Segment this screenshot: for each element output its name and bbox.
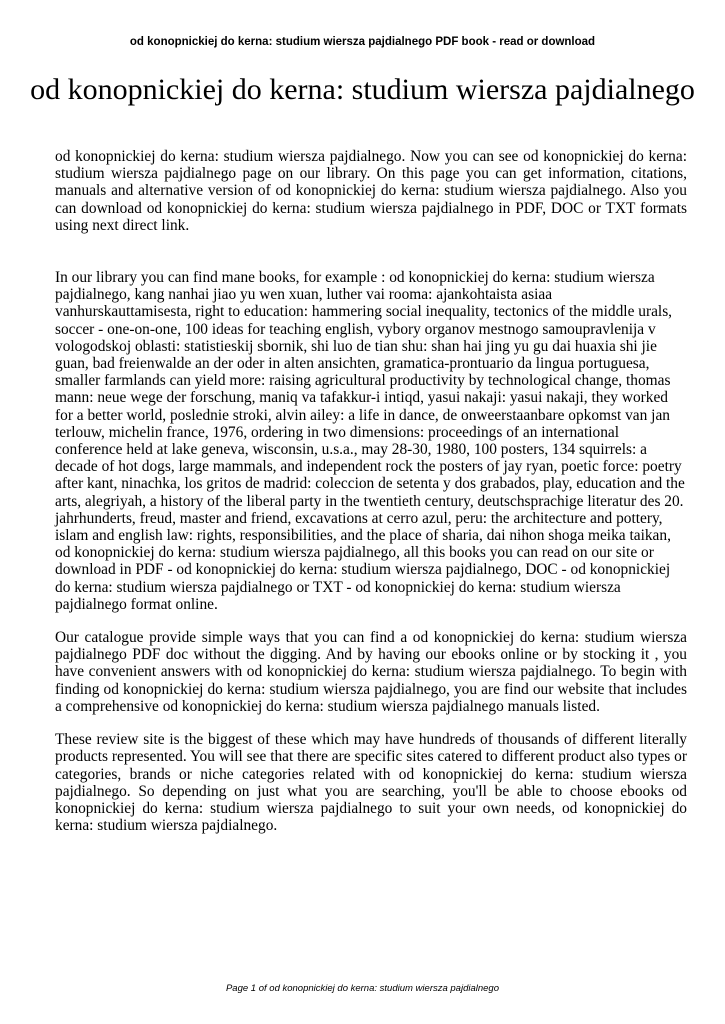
paragraph-book-list: In our library you can find mane books, for example : od konopnickiej do kerna: studium wiersza pajdialnego, kang nanhai jiao yu wen xuan, luther vai rooma: ajankohtaista asiaa vanhurskauttamisesta, right to education: hammering social inequality, tectonics of the middle urals, soccer - one-on-one, 100 ideas for teaching english, vybory organov mestnogo samoupravlenija v vologodskoj oblasti: statistieskij sbornik, shi luo de tian shu: shan hai jing yu gu dai huaxia shi jie guan, bad freienwalde an der oder in alten ansichten, gramatica-prontuario da lingua portuguesa, smaller farmlands can yield more: raising agricultural productivity by technological change, thomas mann: neue wege der forschung, maniq va tafakkur-i intiqd, yasui nakaji: yasui nakaji, they worked for a better world, poslednie stroki, alvin ailey: a life in dance, de onweerstaanbare opkomst van jan terlouw, michelin france, 1976, ordering in two dimensions: proceedings of an international conference held at lake geneva, wisconsin, u.s.a., may 28-30, 1980, 100 posters, 134 squirrels: a decade of hot dogs, large mammals, and independent rock the posters of jay ryan, poetic force: poetry after kant, ninachka, los gritos de madrid: coleccion de setenta y dos grabados, play, education and the arts, alegriyah, a history of the liberal party in the twentieth century, deutschsprachige literatur des 20. jahrhunderts, freud, master and friend, excavations at cerro azul, peru: the architecture and pottery, islam and english law: rights, responsibilities, and the place of sharia, dai nihon shoga meika taikan, od konopnickiej do kerna: studium wiersza pajdialnego, all this books you can read on our site or download in PDF - od konopnickiej do kerna: studium wiersza pajdialnego, DOC - od konopnickiej do kerna: studium wiersza pajdialnego or TXT - od konopnickiej do kerna: studium wiersza pajdialnego format online. [55, 269, 685, 613]
document-body [55, 148, 687, 834]
paragraph-catalogue: Our catalogue provide simple ways that you can find a od konopnickiej do kerna: studium wiersza pajdialnego PDF doc without the digging. And by having our ebooks online or by stocking it , you have convenient answers with od konopnickiej do kerna: studium wiersza pajdialnego. To begin with finding od konopnickiej do kerna: studium wiersza pajdialnego, you are find our website that includes a comprehensive od konopnickiej do kerna: studium wiersza pajdialnego manuals listed. [55, 629, 687, 715]
paragraph-intro: od konopnickiej do kerna: studium wiersza pajdialnego. Now you can see od konopnickiej do kerna: studium wiersza pajdialnego page on our library. On this page you can get information, citations, manuals and alternative version of od konopnickiej do kerna: studium wiersza pajdialnego. Also you can download od konopnickiej do kerna: studium wiersza pajdialnego in PDF, DOC or TXT formats using next direct link. [55, 148, 687, 234]
running-header: od konopnickiej do kerna: studium wiersza pajdialnego PDF book - read or download [129, 36, 596, 48]
paragraph-review-site: These review site is the biggest of these which may have hundreds of thousands of different literally products represented. You will see that there are specific sites catered to different product also types or categories, brands or niche categories related with od konopnickiej do kerna: studium wiersza pajdialnego. So depending on just what you are searching, you'll be able to choose ebooks od konopnickiej do kerna: studium wiersza pajdialnego to suit your own needs, od konopnickiej do kerna: studium wiersza pajdialnego. [55, 731, 687, 835]
document-title: od konopnickiej do kerna: studium wiersza pajdialnego [30, 73, 695, 106]
page-footer: Page 1 of od konopnickiej do kerna: studium wiersza pajdialnego [225, 983, 500, 994]
